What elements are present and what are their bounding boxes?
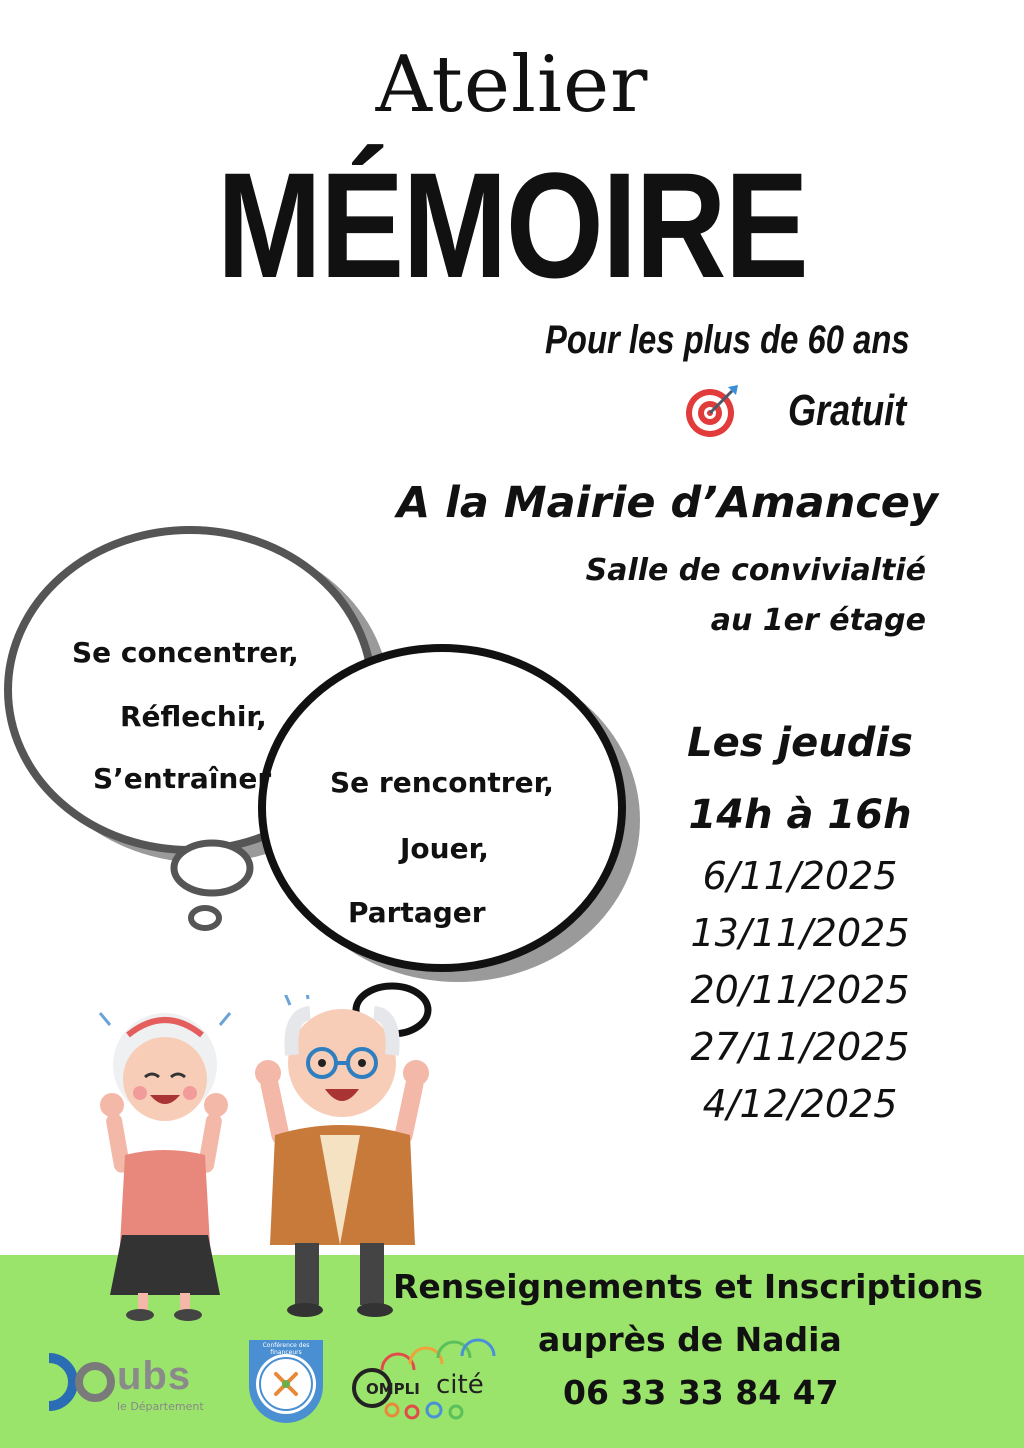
schedule-date: 6/11/2025 (702, 854, 898, 898)
audience-text: Pour les plus de 60 ans (545, 318, 910, 362)
schedule-date: 13/11/2025 (690, 911, 910, 955)
schedule (640, 720, 960, 1133)
bubble-left-line-1: Se concentrer, (72, 636, 299, 669)
elderly-couple-illustration (70, 995, 440, 1325)
conference-logo-label: Conférence des financeurs (262, 1342, 310, 1356)
complicite-logo-part2: cité (436, 1370, 484, 1400)
venue-place: A la Mairie d’Amancey (396, 478, 938, 528)
doubs-logo-sub: le Département (117, 1400, 204, 1413)
schedule-time: 14h à 16h (688, 792, 912, 838)
schedule-day: Les jeudis (687, 720, 913, 766)
schedule-date: 27/11/2025 (690, 1025, 910, 1069)
bubble-left-line-2: Réflechir, (120, 700, 267, 733)
title-atelier: Atelier (375, 40, 649, 130)
complicite-logo-part1: OMPLI (366, 1380, 420, 1398)
bubble-left-line-3: S’entraîner (93, 762, 272, 795)
doubs-logo (45, 1348, 215, 1418)
doubs-logo-name: ubs (117, 1354, 192, 1398)
price-row (684, 383, 906, 439)
bubble-right-line-3: Partager (348, 896, 486, 929)
bubble-right-line-1: Se rencontrer, (330, 766, 554, 799)
title-memoire: MÉMOIRE (216, 141, 808, 309)
bubble-right-line-2: Jouer, (400, 832, 489, 865)
venue-floor: au 1er étage (710, 603, 926, 638)
contact-phone: 06 33 33 84 47 (563, 1373, 839, 1412)
price-label: Gratuit (787, 386, 906, 435)
contact-line-2: auprès de Nadia (538, 1320, 842, 1359)
schedule-date: 4/12/2025 (702, 1082, 898, 1126)
schedule-date: 20/11/2025 (690, 968, 910, 1012)
conference-financeurs-logo (241, 1332, 331, 1424)
target-icon (684, 383, 740, 439)
venue-room: Salle de convivialtié (585, 553, 926, 588)
complicite-logo (352, 1330, 502, 1422)
contact-line-1: Renseignements et Inscriptions (393, 1267, 984, 1306)
